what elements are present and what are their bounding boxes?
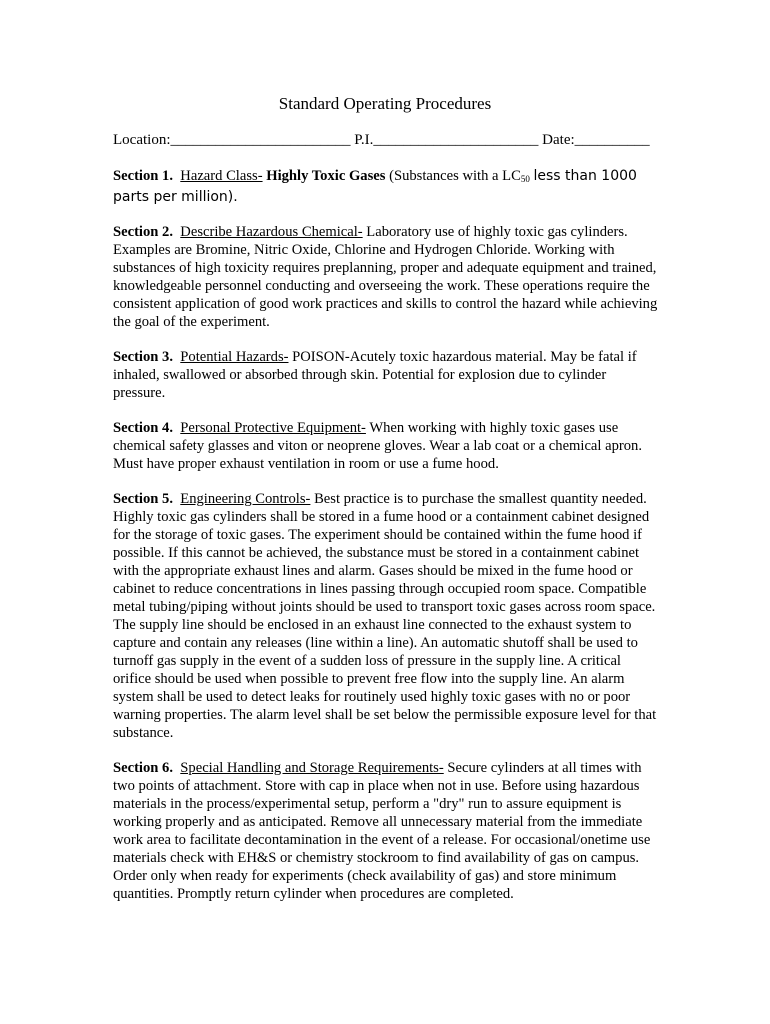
section-6-handling-storage <box>113 759 658 903</box>
page-title: Standard Operating Procedures <box>278 94 492 113</box>
section-text: Laboratory use of highly toxic gas cylinders. Examples are Bromine, Nitric Oxide, Chlorine and Hydrogen Chloride. Working with substances of high toxicity requires preplanning, proper and adequate equipment and trained, knowledgeable personnel conducting and overseeing the work. These operations require the consistent application of good work practices and skills to control the hazard while achieving the goal of the experiment. <box>113 224 658 330</box>
section-heading: Engineering Controls- <box>180 491 311 507</box>
section-number: Section 2. <box>113 224 173 240</box>
hazard-class-name: Highly Toxic Gases <box>266 168 386 184</box>
section-number: Section 5. <box>113 491 173 507</box>
section-text: (Substances with a LC <box>389 168 521 184</box>
section-2-describe-chemical <box>113 223 658 331</box>
section-1-hazard-class <box>113 167 658 206</box>
section-text-continued: less than 1000 parts per million). <box>113 168 637 205</box>
section-heading: Hazard Class- <box>180 168 263 184</box>
lc-subscript: 50 <box>520 174 530 184</box>
section-text: When working with highly toxic gases use chemical safety glasses and viton or neoprene gloves. Wear a lab coat or a chemical apron. Must have proper exhaust ventilation in room or use a fume hood. <box>113 420 642 472</box>
section-5-engineering-controls <box>113 490 658 742</box>
section-number: Section 1. <box>113 168 173 184</box>
location-pi-date-line: Location:________________________ P.I.______________________ Date:__________ <box>113 132 650 148</box>
section-number: Section 3. <box>113 349 173 365</box>
section-heading: Personal Protective Equipment- <box>180 420 366 436</box>
section-heading: Potential Hazards- <box>180 349 289 365</box>
section-number: Section 6. <box>113 760 173 776</box>
section-text: Secure cylinders at all times with two points of attachment. Store with cap in place when not in use. Before using hazardous materials in the process/experimental setup, perform a "dry" run to assure equipment is working properly and as anticipated. Remove all unnecessary material from the immediate work area to facilitate decontamination in the event of a release. For occasional/onetime use materials check with EH&S or chemistry stockroom to find availability of gas on campus. Order only when ready for experiments (check availability of gas) and store minimum quantities. Promptly return cylinder when procedures are completed. <box>113 760 651 902</box>
section-number: Section 4. <box>113 420 173 436</box>
sections-body <box>113 167 658 920</box>
section-heading: Describe Hazardous Chemical- <box>180 224 363 240</box>
section-heading: Special Handling and Storage Requirements- <box>180 760 444 776</box>
section-text: POISON-Acutely toxic hazardous material. May be fatal if inhaled, swallowed or absorbed through skin. Potential for explosion due to cylinder pressure. <box>113 349 637 401</box>
section-3-potential-hazards <box>113 348 658 402</box>
section-text: Best practice is to purchase the smallest quantity needed. Highly toxic gas cylinders shall be stored in a fume hood or a containment cabinet designed for the storage of toxic gases. The experiment should be contained within the fume hood if possible. If this cannot be achieved, the substance must be stored in a containment cabinet with the appropriate exhaust lines and alarm. Gases should be mixed in the fume hood or cabinet to reduce concentrations in lines passing through occupied room space. Compatible metal tubing/piping without joints should be used to transport toxic gases across room space. The supply line should be enclosed in an exhaust line connected to the exhaust system to capture and contain any releases (line within a line). An automatic shutoff shall be used to turnoff gas supply in the event of a sudden loss of pressure in the supply line. A critical orifice should be used when possible to prevent free flow into the supply line. An alarm system shall be used to detect leaks for routinely used highly toxic gases with no or poor warning properties. The alarm level shall be set below the permissible exposure level for that substance. <box>113 491 657 741</box>
section-4-ppe <box>113 419 658 473</box>
